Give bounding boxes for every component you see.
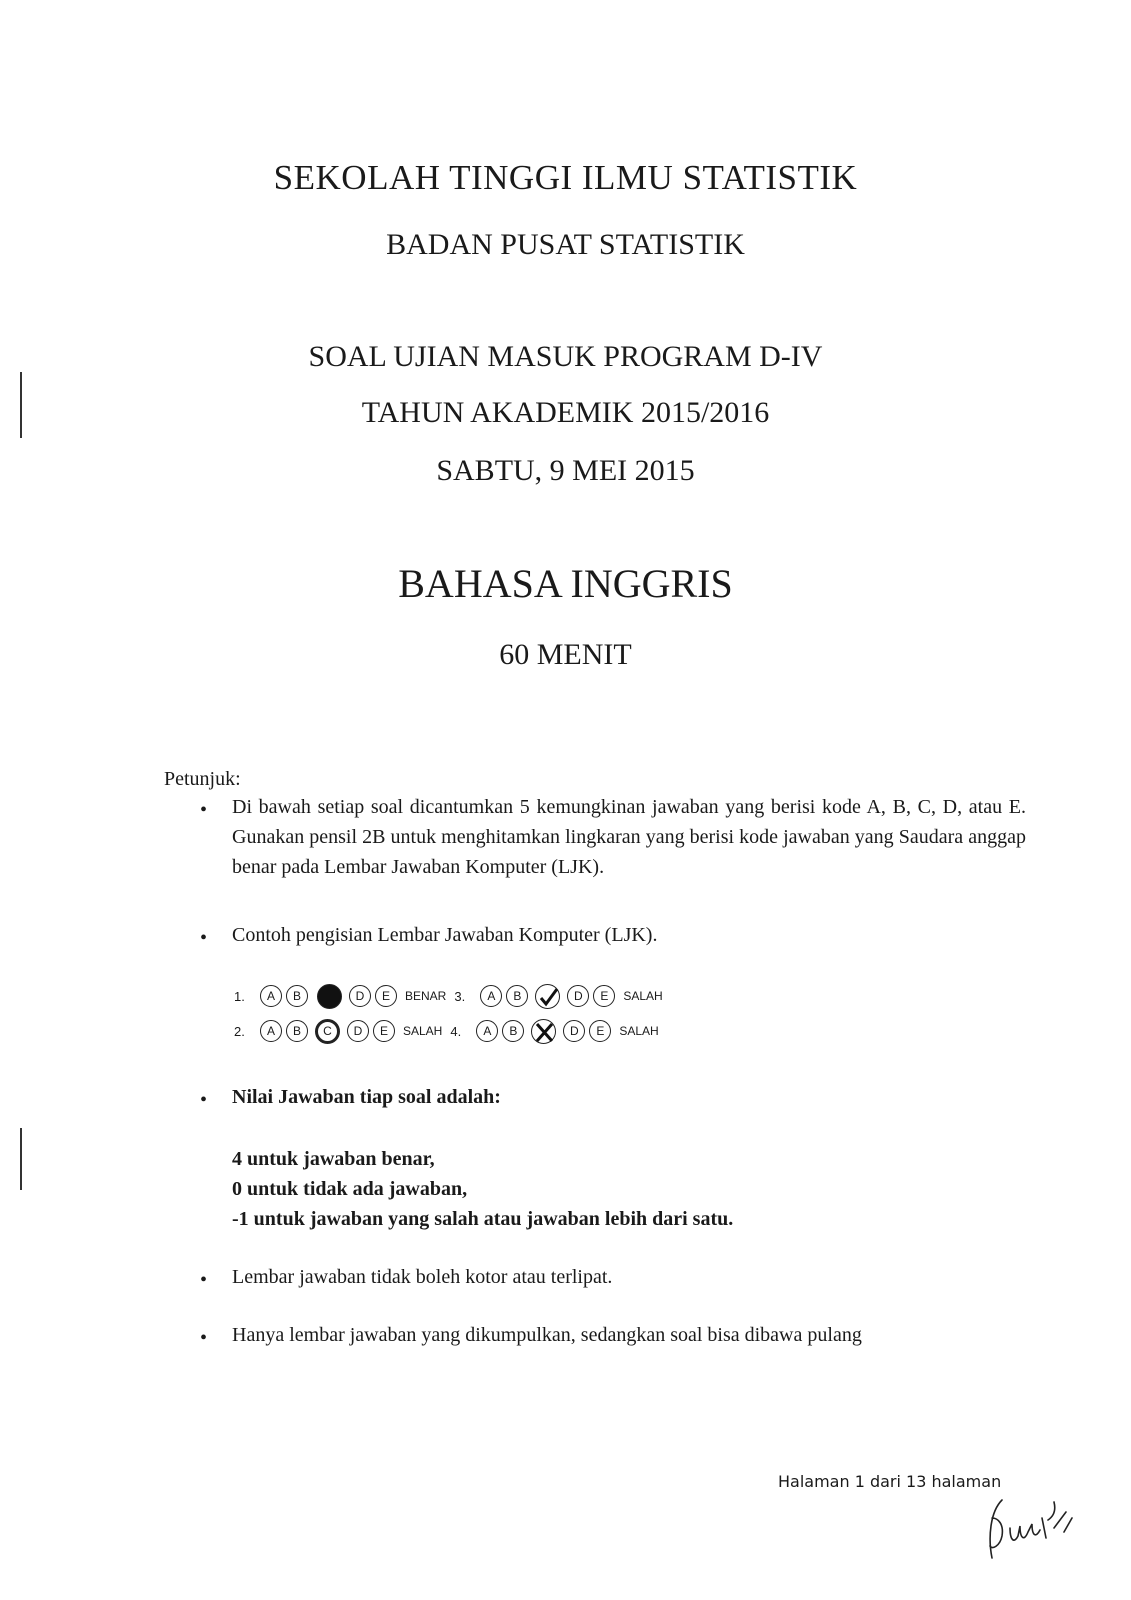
option-bubble: B (506, 985, 528, 1007)
option-bubble: A (260, 1020, 282, 1042)
cross-mark-icon (532, 1020, 557, 1045)
signature (980, 1488, 1075, 1568)
option-bubble: D (347, 1020, 369, 1042)
score-blank: 0 untuk tidak ada jawaban, (232, 1178, 468, 1200)
verdict-label: SALAH (403, 1024, 443, 1038)
option-bubble: E (589, 1020, 611, 1042)
instruction-item-5: Hanya lembar jawaban yang dikumpulkan, sedangkan soal bisa dibawa pulang (232, 1324, 862, 1346)
example-number: 1. (234, 988, 245, 1004)
example-row-2 (234, 1016, 667, 1046)
cross-marked-bubble (531, 1019, 556, 1044)
verdict-label: SALAH (623, 989, 663, 1003)
agency-title: BADAN PUSAT STATISTIK (386, 228, 745, 261)
option-bubble: D (349, 985, 371, 1007)
score-correct: 4 untuk jawaban benar, (232, 1148, 435, 1170)
example-number: 2. (234, 1023, 245, 1039)
bullet-4: • (200, 1269, 208, 1291)
academic-year: TAHUN AKADEMIK 2015/2016 (361, 396, 770, 429)
bullet-3: • (200, 1089, 208, 1111)
exam-date: SABTU, 9 MEI 2015 (436, 454, 695, 487)
option-bubble: A (476, 1020, 498, 1042)
filled-bubble-correct (317, 984, 342, 1009)
example-row-1 (234, 981, 671, 1011)
example-number: 3. (454, 988, 466, 1004)
check-marked-bubble (535, 984, 560, 1009)
scan-margin-mark (20, 1128, 22, 1190)
option-bubble: D (567, 985, 589, 1007)
option-bubble: B (286, 985, 308, 1007)
example-number: 4. (450, 1023, 462, 1039)
option-bubble: B (286, 1020, 308, 1042)
option-bubble: B (502, 1020, 524, 1042)
bullet-2: • (200, 927, 208, 949)
institution-title: SEKOLAH TINGGI ILMU STATISTIK (273, 158, 858, 197)
scan-margin-mark (20, 372, 22, 438)
option-bubble: A (480, 985, 502, 1007)
option-bubble: D (563, 1020, 585, 1042)
bullet-5: • (200, 1327, 208, 1349)
verdict-label: SALAH (619, 1024, 659, 1038)
option-bubble: E (593, 985, 615, 1007)
page-number: Halaman 1 dari 13 halaman (778, 1472, 1002, 1491)
option-bubble: A (260, 985, 282, 1007)
verdict-label: BENAR (405, 989, 447, 1003)
duration: 60 MENIT (499, 638, 632, 671)
instruction-item-4: Lembar jawaban tidak boleh kotor atau terlipat. (232, 1266, 613, 1288)
instruction-item-1: Di bawah setiap soal dicantumkan 5 kemungkinan jawaban yang berisi kode A, B, C, D, atau E. Gunakan pensil 2B untuk menghitamkan lingkaran yang berisi kode jawaban yang Saudara anggap benar pada Lembar Jawaban Komputer (LJK). (232, 796, 1026, 878)
bullet-1: • (200, 799, 208, 821)
subject-title: BAHASA INGGRIS (398, 561, 733, 606)
circled-bubble: C (315, 1019, 340, 1044)
check-mark-icon (536, 985, 561, 1010)
score-wrong: -1 untuk jawaban yang salah atau jawaban lebih dari satu. (232, 1208, 734, 1230)
instructions-label: Petunjuk: (164, 768, 241, 790)
option-bubble: E (375, 985, 397, 1007)
instruction-item-2: Contoh pengisian Lembar Jawaban Komputer (LJK). (232, 924, 658, 946)
option-bubble: E (373, 1020, 395, 1042)
exam-title: SOAL UJIAN MASUK PROGRAM D-IV (308, 340, 823, 373)
scoring-title: Nilai Jawaban tiap soal adalah: (232, 1086, 501, 1108)
